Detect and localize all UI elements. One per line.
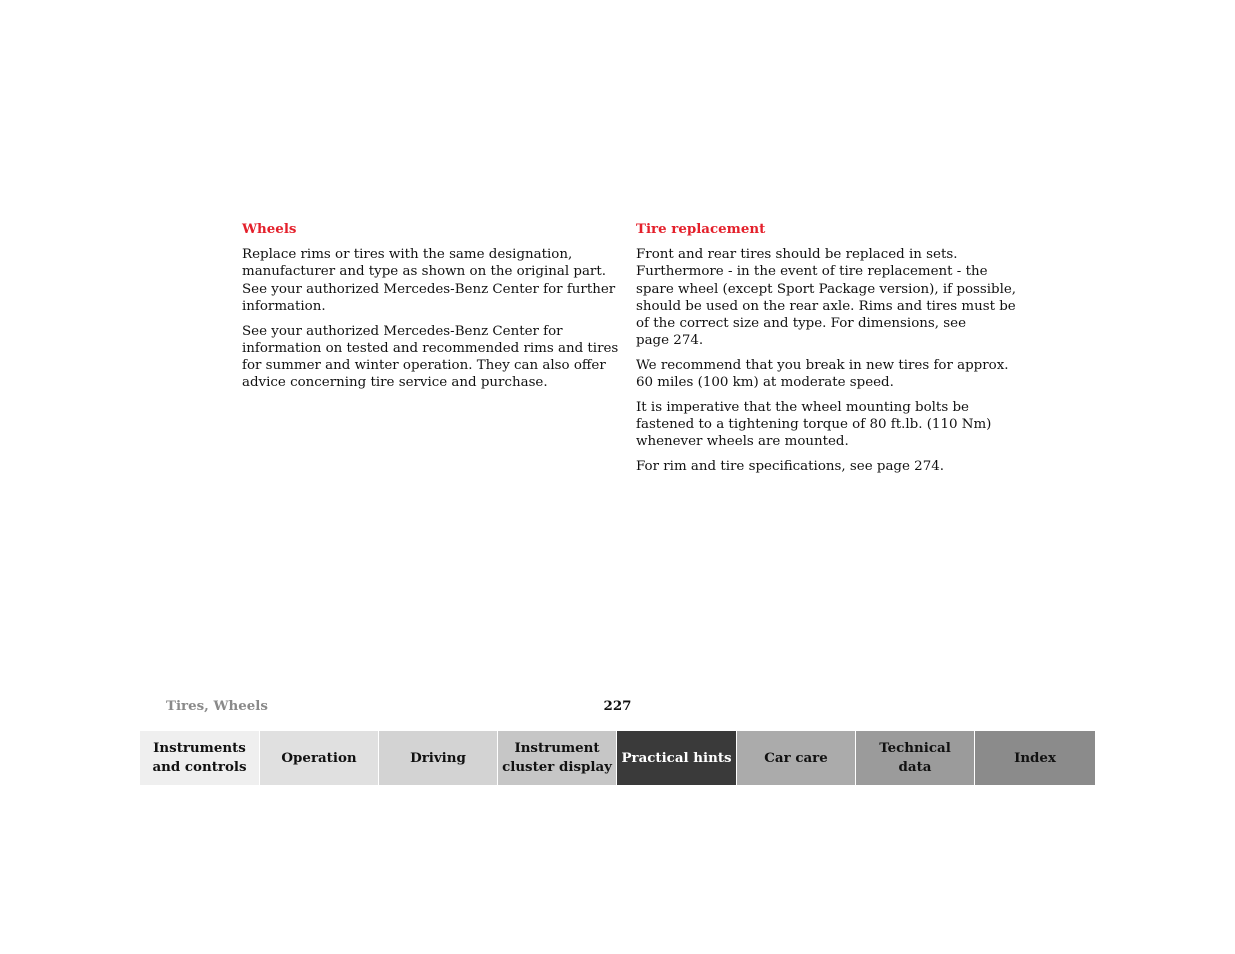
tab-label: Car care (764, 749, 828, 766)
paragraph (636, 399, 998, 451)
tab-instruments-and-controls[interactable] (140, 731, 260, 785)
tab-label: Index (1014, 749, 1056, 766)
section-heading-wheels: Wheels (242, 221, 297, 237)
text-line: information on tested and recommended rims and tires (242, 340, 619, 356)
text-line: spare wheel (except Sport Package version), if possible, (636, 281, 1017, 297)
text-line: We recommend that you break in new tires for approx. (636, 357, 1009, 373)
text-line: information. (242, 298, 326, 314)
text-line: See your authorized Mercedes-Benz Center for further (242, 281, 616, 297)
text-line: It is imperative that the wheel mounting bolts be (636, 399, 969, 415)
page-number: 227 (603, 698, 632, 714)
tab-label: Operation (281, 749, 357, 766)
tab-operation[interactable] (260, 731, 379, 785)
text-line: advice concerning tire service and purchase. (242, 375, 548, 391)
text-line: See your authorized Mercedes-Benz Center for (242, 323, 563, 339)
tab-driving[interactable] (379, 731, 498, 785)
tab-practical-hints[interactable] (617, 731, 737, 785)
paragraph (636, 357, 1009, 391)
text-line-page-ref[interactable]: For rim and tire specifications, see page 274. (636, 458, 944, 474)
text-line: Replace rims or tires with the same designation, (242, 247, 573, 263)
tab-car-care[interactable] (737, 731, 856, 785)
text-line: manufacturer and type as shown on the original part. (242, 264, 606, 280)
right-column (636, 221, 1017, 483)
tab-label: Driving (410, 749, 466, 766)
paragraph (636, 246, 1017, 349)
paragraph (636, 458, 998, 475)
paragraph (242, 246, 616, 315)
text-line: of the correct size and type. For dimensions, see (636, 316, 966, 332)
chapter-navigation-bar (140, 731, 1095, 785)
tab-label: Technical data (879, 740, 951, 775)
tab-label: Instruments and controls (152, 740, 247, 775)
text-line: fastened to a tightening torque of 80 ft.lb. (110 Nm) (636, 417, 992, 433)
text-line: should be used on the rear axle. Rims and tires must be (636, 298, 1016, 314)
paragraph (242, 323, 619, 392)
text-line: for summer and winter operation. They can also offer (242, 357, 606, 373)
text-line: 60 miles (100 km) at moderate speed. (636, 375, 894, 391)
text-line-page-ref[interactable]: page 274. (636, 333, 704, 349)
footer-section-label: Tires, Wheels (166, 698, 268, 714)
tab-label: Instrument cluster display (502, 740, 612, 775)
text-line: whenever wheels are mounted. (636, 434, 849, 450)
section-heading-tire-replacement: Tire replacement (636, 221, 766, 237)
tab-instrument-cluster-display[interactable] (498, 731, 617, 785)
tab-index[interactable] (975, 731, 1095, 785)
left-column (242, 221, 619, 399)
text-line: Front and rear tires should be replaced in sets. (636, 247, 958, 263)
tab-technical-data[interactable] (856, 731, 975, 785)
text-line: Furthermore - in the event of tire replacement - the (636, 264, 988, 280)
tab-label: Practical hints (621, 749, 732, 766)
